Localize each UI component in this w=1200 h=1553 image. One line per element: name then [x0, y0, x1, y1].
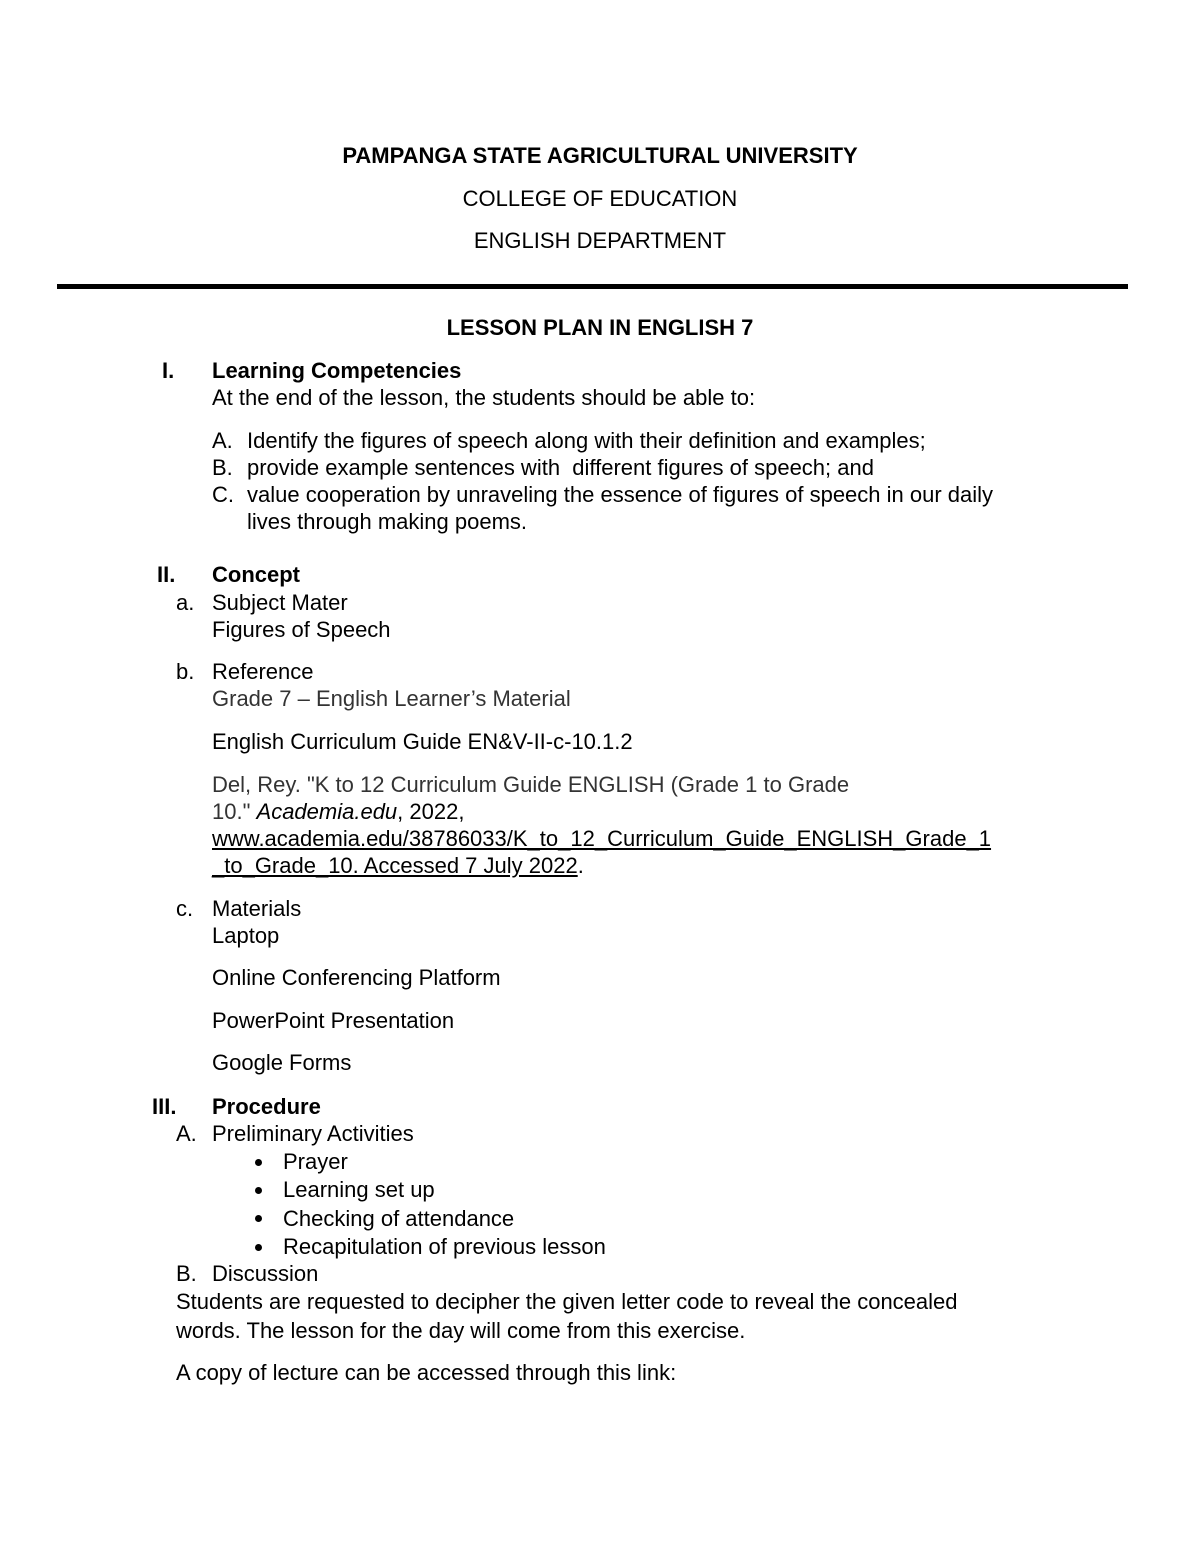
citation-line-1: Del, Rey. "K to 12 Curriculum Guide ENGLISH (Grade 1 to Grade	[212, 772, 850, 797]
citation-url-line-2[interactable]: _to_Grade_10. Accessed 7 July 2022	[212, 853, 578, 878]
lecture-link-text: A copy of lecture can be accessed through this link:	[176, 1360, 677, 1385]
discussion-label: Discussion	[212, 1261, 319, 1286]
objective-b-text: provide example sentences with different figures of speech; and	[247, 455, 874, 480]
college-name: COLLEGE OF EDUCATION	[462, 186, 738, 211]
activity-item: Learning set up	[283, 1177, 435, 1202]
objective-c-text: value cooperation by unraveling the essence of figures of speech in our daily	[247, 482, 994, 507]
discussion-paragraph-line-2: words. The lesson for the day will come from this exercise.	[176, 1318, 746, 1343]
header-divider	[57, 284, 1128, 289]
material-item: Online Conferencing Platform	[212, 965, 501, 990]
preliminary-letter: A.	[176, 1121, 197, 1146]
subject-value: Figures of Speech	[212, 617, 391, 642]
materials-letter: c.	[176, 896, 194, 921]
bullet-icon	[255, 1215, 262, 1222]
department-name: ENGLISH DEPARTMENT	[473, 228, 727, 253]
discussion-letter: B.	[176, 1261, 197, 1286]
citation-end: .	[577, 853, 584, 878]
reference-letter: b.	[176, 659, 195, 684]
activity-item: Prayer	[283, 1149, 348, 1174]
activity-item: Checking of attendance	[283, 1206, 515, 1231]
section-2-heading: Concept	[212, 562, 300, 587]
citation-url-line-1[interactable]: www.academia.edu/38786033/K_to_12_Curriculum_Guide_ENGLISH_Grade_1	[212, 826, 992, 851]
objective-b-letter: B.	[212, 455, 233, 480]
materials-label: Materials	[212, 896, 302, 921]
university-name: PAMPANGA STATE AGRICULTURAL UNIVERSITY	[342, 143, 858, 168]
reference-label: Reference	[212, 659, 314, 684]
citation-prefix: 10."	[212, 799, 257, 824]
section-1-intro: At the end of the lesson, the students should be able to:	[212, 385, 756, 410]
bullet-icon	[255, 1244, 262, 1251]
bullet-icon	[255, 1159, 262, 1166]
objective-a-letter: A.	[212, 428, 233, 453]
citation-source: Academia.edu	[256, 799, 398, 824]
subject-label: Subject Mater	[212, 590, 348, 615]
objective-a-text: Identify the figures of speech along with their definition and examples;	[247, 428, 926, 453]
objective-c-letter: C.	[212, 482, 234, 507]
discussion-paragraph-line-1: Students are requested to decipher the given letter code to reveal the concealed	[176, 1289, 958, 1314]
section-1-numeral: I.	[162, 358, 175, 383]
activity-item: Recapitulation of previous lesson	[283, 1234, 606, 1259]
objective-c-text-cont: lives through making poems.	[247, 509, 528, 534]
section-3-numeral: III.	[152, 1094, 177, 1119]
preliminary-label: Preliminary Activities	[212, 1121, 414, 1146]
subject-letter: a.	[176, 590, 195, 615]
material-item: Laptop	[212, 923, 280, 948]
bullet-icon	[255, 1187, 262, 1194]
lesson-title: LESSON PLAN IN ENGLISH 7	[446, 315, 754, 340]
material-item: Google Forms	[212, 1050, 352, 1075]
section-1-heading: Learning Competencies	[212, 358, 462, 383]
section-3-heading: Procedure	[212, 1094, 321, 1119]
citation-line-2	[212, 798, 464, 826]
material-item: PowerPoint Presentation	[212, 1008, 455, 1033]
section-2-numeral: II.	[157, 562, 176, 587]
citation-line-4	[212, 852, 584, 880]
reference-item: Grade 7 – English Learner’s Material	[212, 686, 571, 711]
reference-item: English Curriculum Guide EN&V-II-c-10.1.2	[212, 729, 633, 754]
citation-year: , 2022,	[397, 799, 465, 824]
